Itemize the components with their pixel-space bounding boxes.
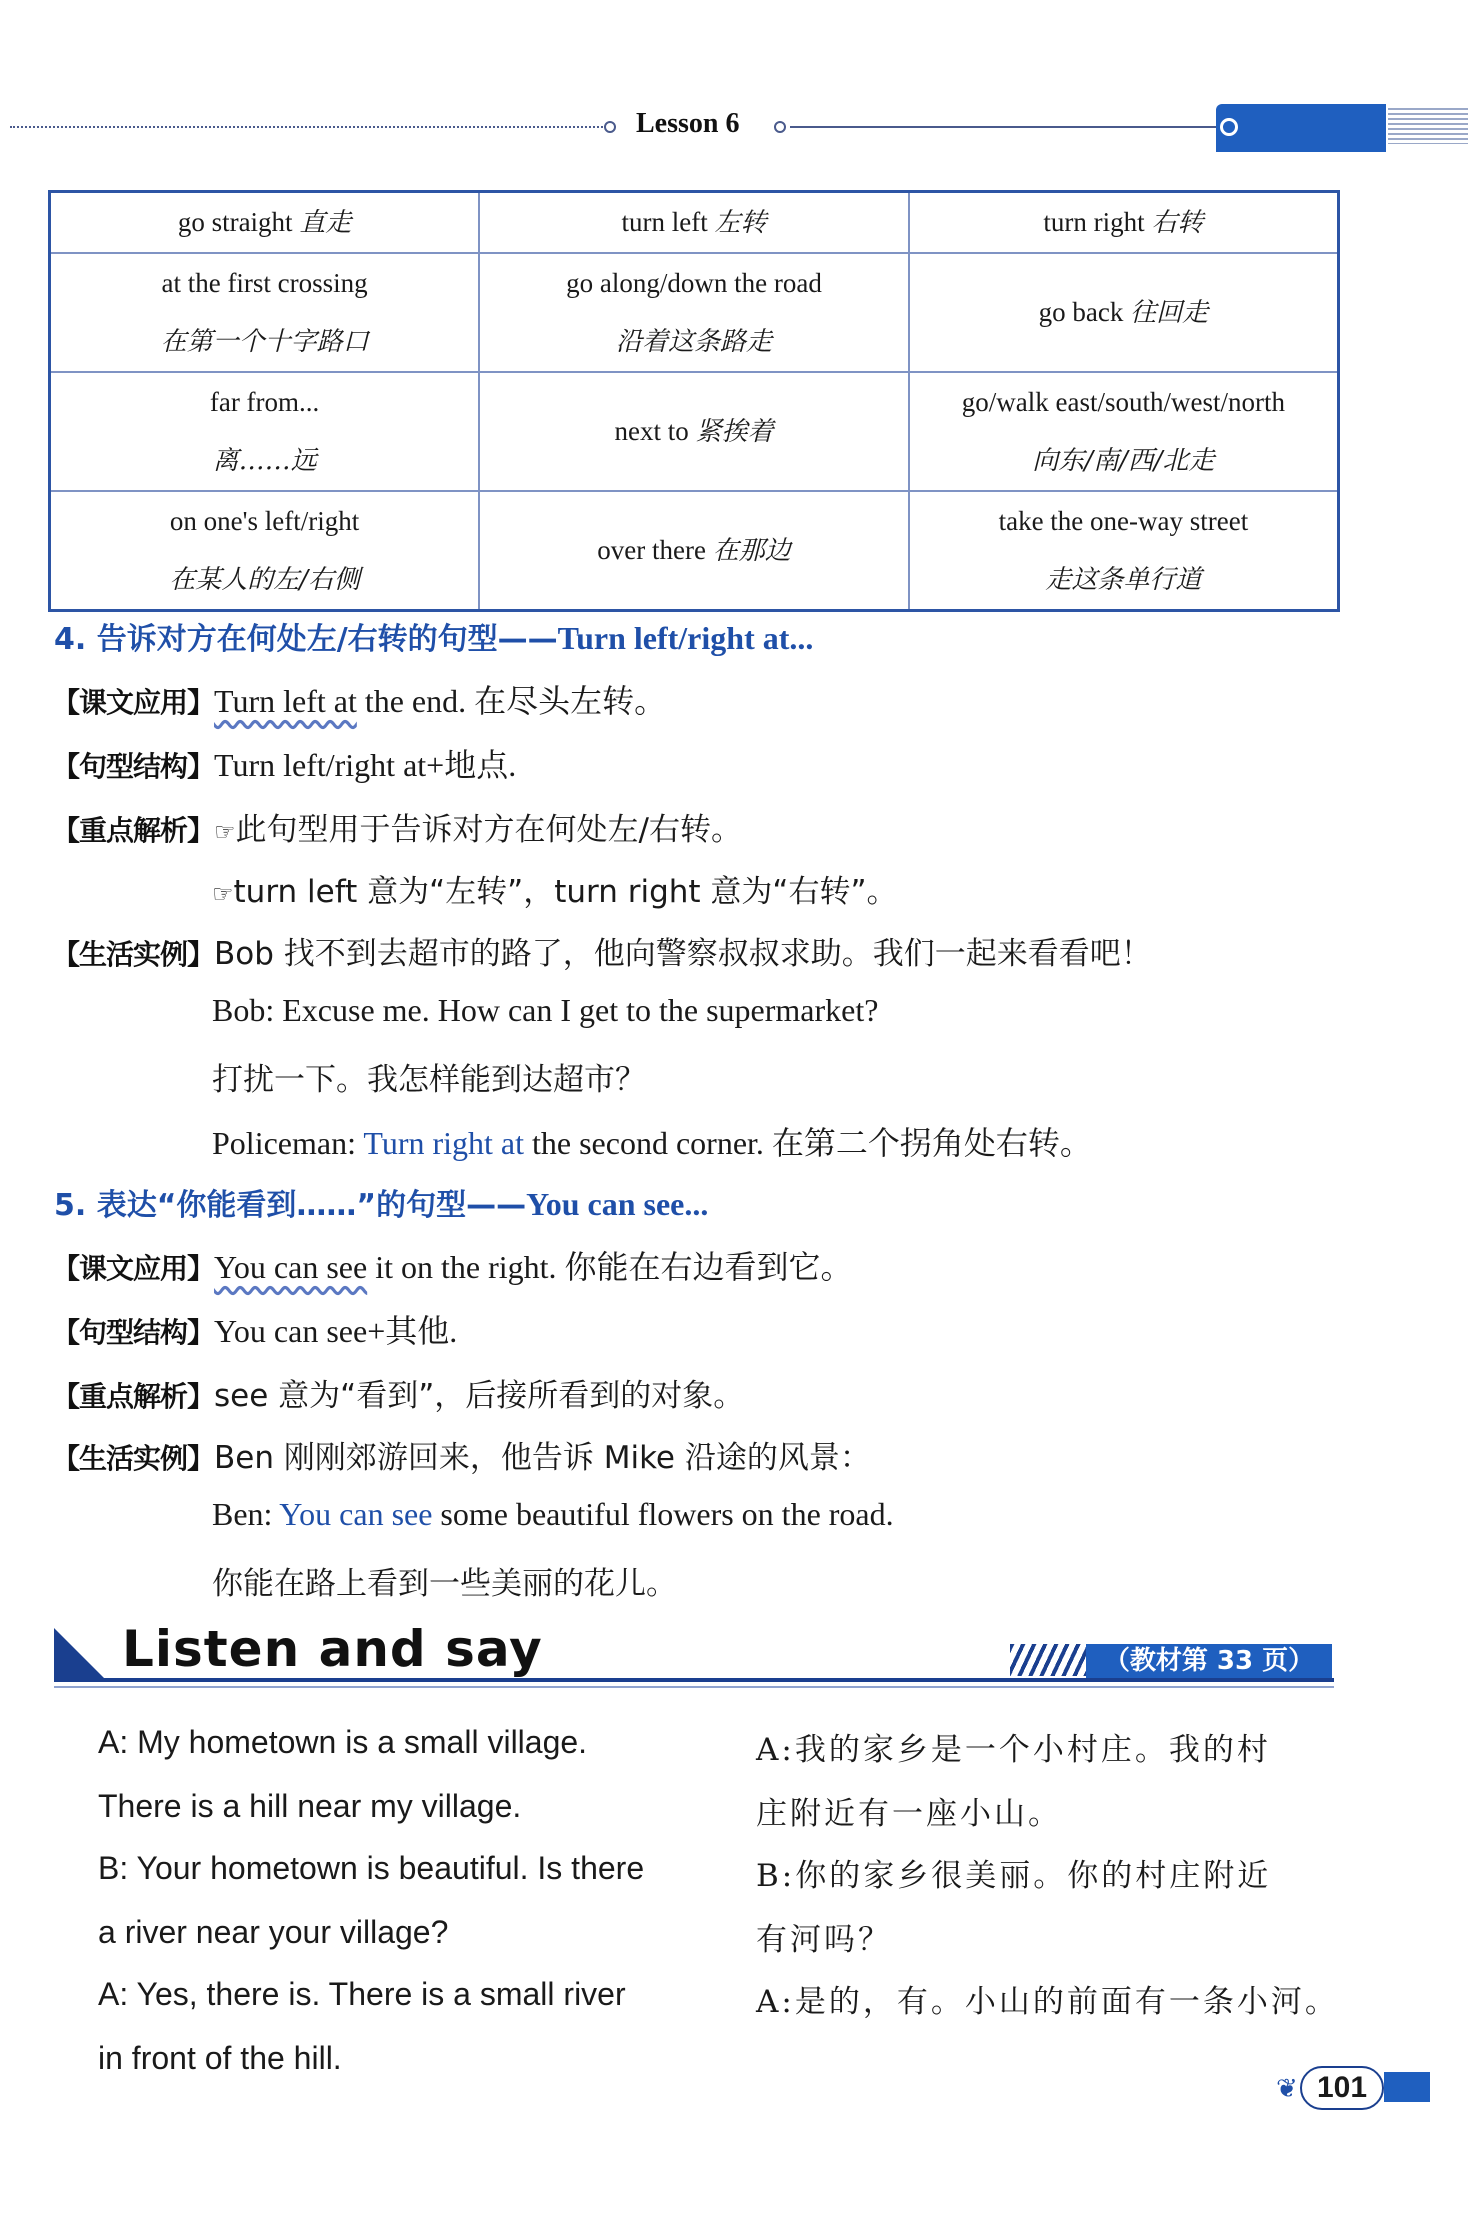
s4-analysis-1: 此句型用于告诉对方在何处左/右转。 <box>235 812 742 848</box>
cell-en: go back <box>1038 297 1124 327</box>
table-cell <box>50 192 480 254</box>
table-row <box>50 372 1339 491</box>
table-cell <box>50 491 480 611</box>
section-4-heading-en: Turn left/right at... <box>557 620 814 656</box>
header-rule-right <box>790 126 1220 128</box>
s4-analysis-2: turn left 意为“左转”，turn right 意为“右转”。 <box>233 874 898 910</box>
table-cell <box>479 491 909 611</box>
cell-en: over there <box>597 535 706 565</box>
s4-example-intro: Bob 找不到去超市的路了，他向警察叔叔求助。我们一起来看看吧！ <box>214 936 1152 972</box>
s4-police-highlight: Turn right at <box>363 1125 524 1161</box>
section-5-heading <box>54 1180 708 1224</box>
listen-say-triangle <box>54 1628 104 1678</box>
s5-example <box>52 1432 871 1477</box>
s4-structure <box>52 740 516 786</box>
cell-en: at the first crossing <box>161 268 368 298</box>
s5-analysis-text: see 意为“看到”，后接所看到的对象。 <box>214 1378 745 1414</box>
table-row <box>50 491 1339 611</box>
cell-cn: 离……远 <box>212 446 317 476</box>
s4-bob-cn: 打扰一下。我怎样能到达超市？ <box>212 1062 646 1098</box>
table-row <box>50 192 1339 254</box>
table-cell <box>479 192 909 254</box>
cell-cn: 沿着这条路走 <box>615 327 772 357</box>
s5-example-intro: Ben 刚刚郊游回来，他告诉 Mike 沿途的风景： <box>214 1440 871 1476</box>
listen-say-rule-thin <box>54 1686 1334 1688</box>
s5-application <box>52 1242 853 1288</box>
s4-structure-text: Turn left/right at+地点. <box>214 747 517 783</box>
section-4-heading-cn: 4. 告诉对方在何处左/右转的句型—— <box>54 622 558 657</box>
cell-en: go straight <box>177 207 293 237</box>
leaf-icon: ❦ <box>1276 2074 1298 2104</box>
dialogue-en-line: B: Your hometown is beautiful. Is there <box>98 1850 645 1886</box>
cell-en: far from... <box>209 387 320 417</box>
s4-app-rest: the end. 在尽头左转。 <box>356 683 667 719</box>
cell-cn: 在某人的左/右侧 <box>169 565 360 595</box>
table-cell <box>909 253 1339 372</box>
dialogue-cn-line: A:是的，有。小山的前面有一条小河。 <box>756 1984 1339 2020</box>
cell-en: go/walk east/south/west/north <box>961 387 1286 417</box>
dialogue-en-line: in front of the hill. <box>98 2040 342 2076</box>
s4-example <box>52 928 1152 973</box>
dialogue-en-line: A: My hometown is a small village. <box>98 1724 588 1760</box>
s4-bob-line: Bob: Excuse me. How can I get to the supermarket? <box>212 992 879 1028</box>
dialogue-en-line: a river near your village? <box>98 1914 449 1950</box>
cell-en: next to <box>614 416 689 446</box>
s5-ben-line <box>212 1496 894 1533</box>
tag-example: 【生活实例】 <box>52 1442 215 1475</box>
cell-cn: 走这条单行道 <box>1045 565 1202 595</box>
tag-analysis: 【重点解析】 <box>52 1380 215 1413</box>
header-stripes <box>1388 108 1468 144</box>
s4-police-line <box>212 1118 1092 1164</box>
s4-analysis-2-line <box>212 866 898 911</box>
listen-say-stripes <box>1010 1644 1090 1676</box>
tag-example: 【生活实例】 <box>52 938 215 971</box>
cell-cn: 往回走 <box>1130 298 1209 328</box>
table-cell <box>909 491 1339 611</box>
cell-cn: 在第一个十字路口 <box>160 327 369 357</box>
s5-structure-text: You can see+其他. <box>214 1313 458 1349</box>
pointer-icon: ☞ <box>214 818 236 846</box>
s4-police-speaker: Policeman: <box>212 1125 364 1161</box>
s4-analysis <box>52 804 742 849</box>
cell-cn: 紧挨着 <box>695 417 774 447</box>
section-5-heading-cn: 5. 表达“你能看到……”的句型—— <box>54 1188 527 1223</box>
cell-en: turn right <box>1043 207 1145 237</box>
table-cell <box>50 253 480 372</box>
s4-app-highlight: Turn left at <box>214 683 357 719</box>
dialogue-cn-line: A:我的家乡是一个小村庄。我的村 <box>756 1732 1271 1768</box>
dialogue-en-line: A: Yes, there is. There is a small river <box>98 1976 626 2012</box>
cell-cn: 向东/南/西/北走 <box>1032 446 1215 476</box>
dialogue-en-line: There is a hill near my village. <box>98 1788 522 1824</box>
listen-say-title: Listen and say <box>122 1620 543 1678</box>
cell-cn: 右转 <box>1151 208 1204 238</box>
dialogue-cn-line: B:你的家乡很美丽。你的村庄附近 <box>756 1858 1272 1894</box>
listen-say-page-ref: （教材第 33 页） <box>1086 1644 1332 1678</box>
header-dot-left <box>604 121 616 133</box>
cell-cn: 左转 <box>714 208 767 238</box>
header-dot-right <box>774 121 786 133</box>
s5-analysis <box>52 1370 744 1415</box>
table-cell <box>50 372 480 491</box>
page-number-bar <box>1384 2072 1430 2102</box>
cell-en: turn left <box>621 207 708 237</box>
s5-app-highlight: You can see <box>214 1249 368 1285</box>
tag-structure: 【句型结构】 <box>52 1316 215 1349</box>
section-5-heading-en: You can see... <box>526 1186 709 1222</box>
tag-analysis: 【重点解析】 <box>52 814 215 847</box>
table-cell <box>909 192 1339 254</box>
table-row <box>50 253 1339 372</box>
page-number: 101 <box>1300 2066 1384 2110</box>
pointer-icon: ☞ <box>212 880 234 908</box>
cell-cn: 直走 <box>299 208 352 238</box>
lesson-title: Lesson 6 <box>636 108 740 139</box>
tag-application: 【课文应用】 <box>52 686 215 719</box>
s4-application <box>52 676 666 722</box>
listen-say-rule <box>54 1678 1334 1682</box>
cell-cn: 在那边 <box>712 536 791 566</box>
s5-ben-highlight: You can see <box>279 1496 433 1532</box>
dialogue-cn-line: 有河吗？ <box>756 1922 892 1958</box>
s5-app-rest: it on the right. 你能在右边看到它。 <box>367 1249 853 1285</box>
tag-structure: 【句型结构】 <box>52 750 215 783</box>
s5-ben-speaker: Ben: <box>212 1496 280 1532</box>
vocab-table <box>48 190 1340 612</box>
cell-en: on one's left/right <box>169 506 360 536</box>
header-tab-dot <box>1220 118 1238 136</box>
section-4-heading <box>54 614 813 658</box>
cell-en: go along/down the road <box>566 268 822 298</box>
s5-ben-cn: 你能在路上看到一些美丽的花儿。 <box>212 1566 677 1602</box>
s5-ben-rest: some beautiful flowers on the road. <box>432 1496 894 1532</box>
table-cell <box>479 253 909 372</box>
table-cell <box>909 372 1339 491</box>
s4-police-rest: the second corner. 在第二个拐角处右转。 <box>524 1125 1092 1161</box>
s5-structure <box>52 1306 457 1352</box>
cell-en: take the one-way street <box>998 506 1249 536</box>
table-cell <box>479 372 909 491</box>
dialogue-cn-line: 庄附近有一座小山。 <box>756 1796 1062 1832</box>
header-tab <box>1216 104 1386 152</box>
header-rule-left <box>10 126 610 128</box>
tag-application: 【课文应用】 <box>52 1252 215 1285</box>
